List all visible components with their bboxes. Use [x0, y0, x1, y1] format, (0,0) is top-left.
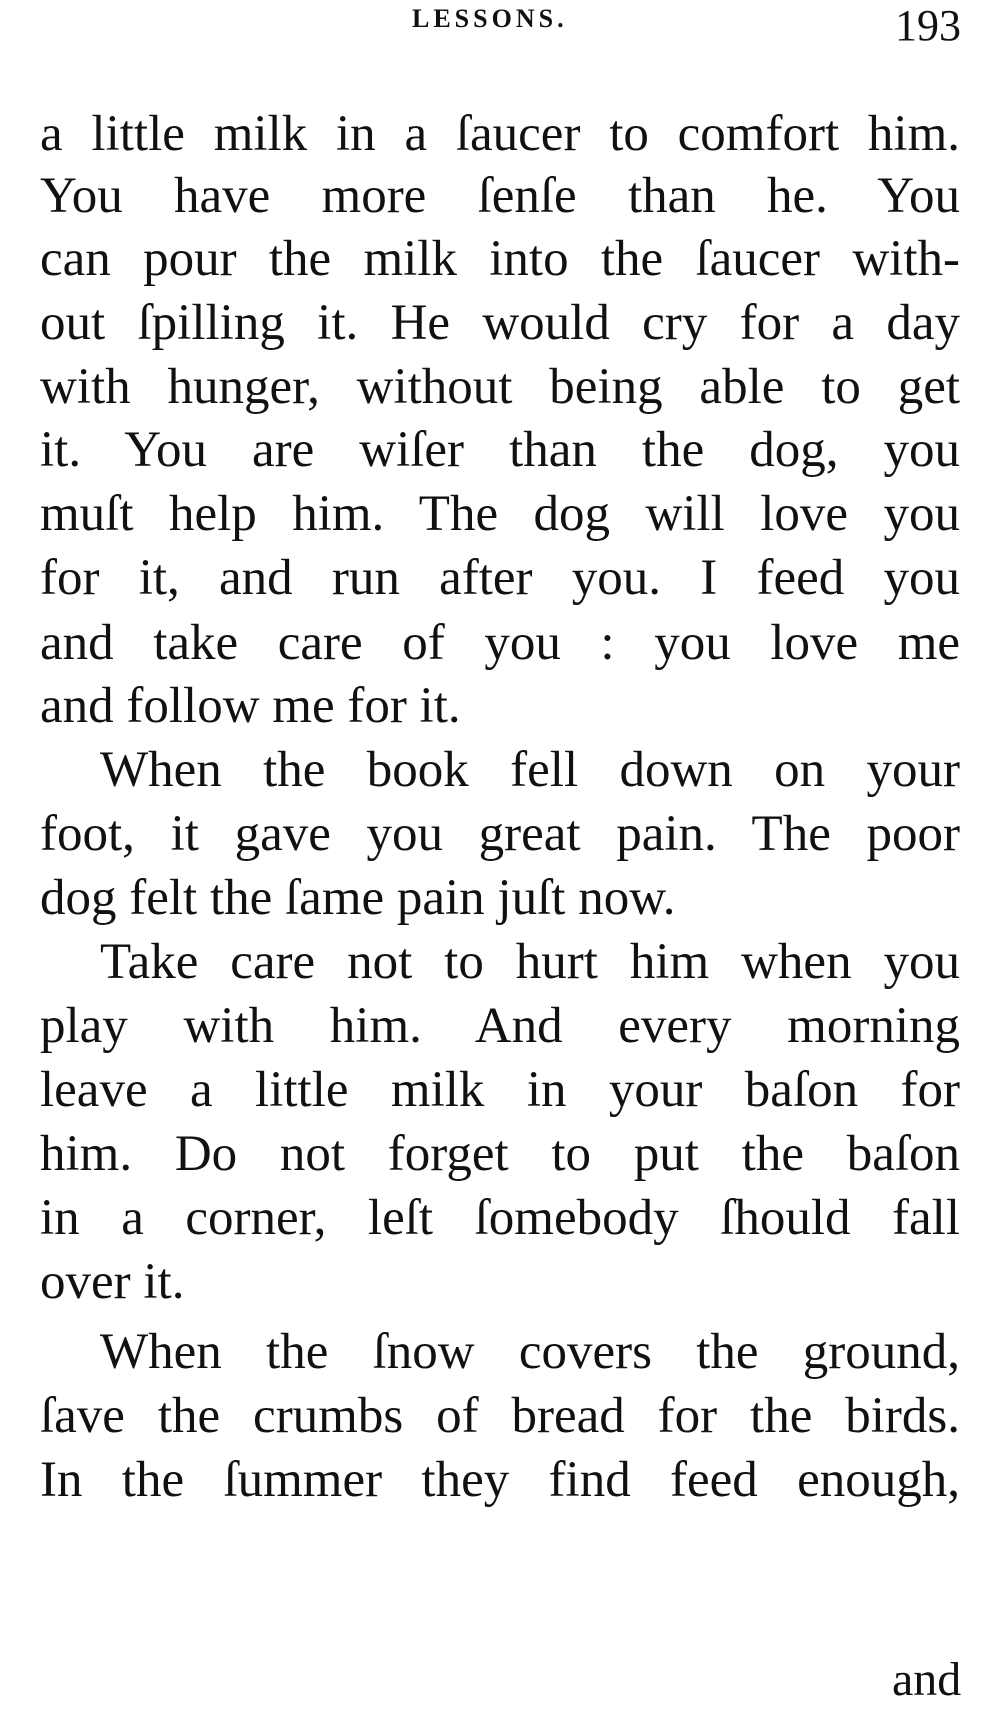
text-line: dog felt the ſame pain juſt now.	[40, 870, 676, 926]
text-line: over it.	[40, 1254, 185, 1310]
text-line: foot, it gave you great pain. The poor	[40, 806, 960, 862]
paragraph-start-line: When the ſnow covers the ground,	[100, 1324, 960, 1380]
text-line: him. Do not forget to put the baſon	[40, 1126, 960, 1182]
text-line: leave a little milk in your baſon for	[40, 1062, 960, 1118]
text-line: ſave the crumbs of bread for the birds.	[40, 1388, 960, 1444]
text-line: You have more ſenſe than he. You	[40, 168, 960, 224]
text-line: can pour the milk into the ſaucer with-	[40, 231, 960, 287]
paragraph-start-line: When the book fell down on your	[100, 742, 960, 798]
text-line: out ſpilling it. He would cry for a day	[40, 295, 960, 351]
text-line: a little milk in a ſaucer to comfort him.	[40, 106, 960, 162]
catchword: and	[892, 1653, 962, 1706]
text-line: play with him. And every morning	[40, 998, 960, 1054]
text-line: in a corner, leſt ſomebody ſhould fall	[40, 1190, 960, 1246]
page-number: 193	[895, 1, 961, 50]
text-line: muſt help him. The dog will love you	[40, 486, 960, 542]
text-line: In the ſummer they find feed enough,	[40, 1452, 960, 1508]
text-line: with hunger, without being able to get	[40, 359, 960, 415]
running-head: LESSONS.	[412, 4, 568, 33]
text-line: for it, and run after you. I feed you	[40, 550, 960, 606]
text-line: and take care of you : you love me	[40, 615, 960, 671]
text-line: it. You are wiſer than the dog, you	[40, 422, 960, 478]
paragraph-start-line: Take care not to hurt him when you	[100, 934, 960, 990]
text-line: and follow me for it.	[40, 678, 461, 734]
